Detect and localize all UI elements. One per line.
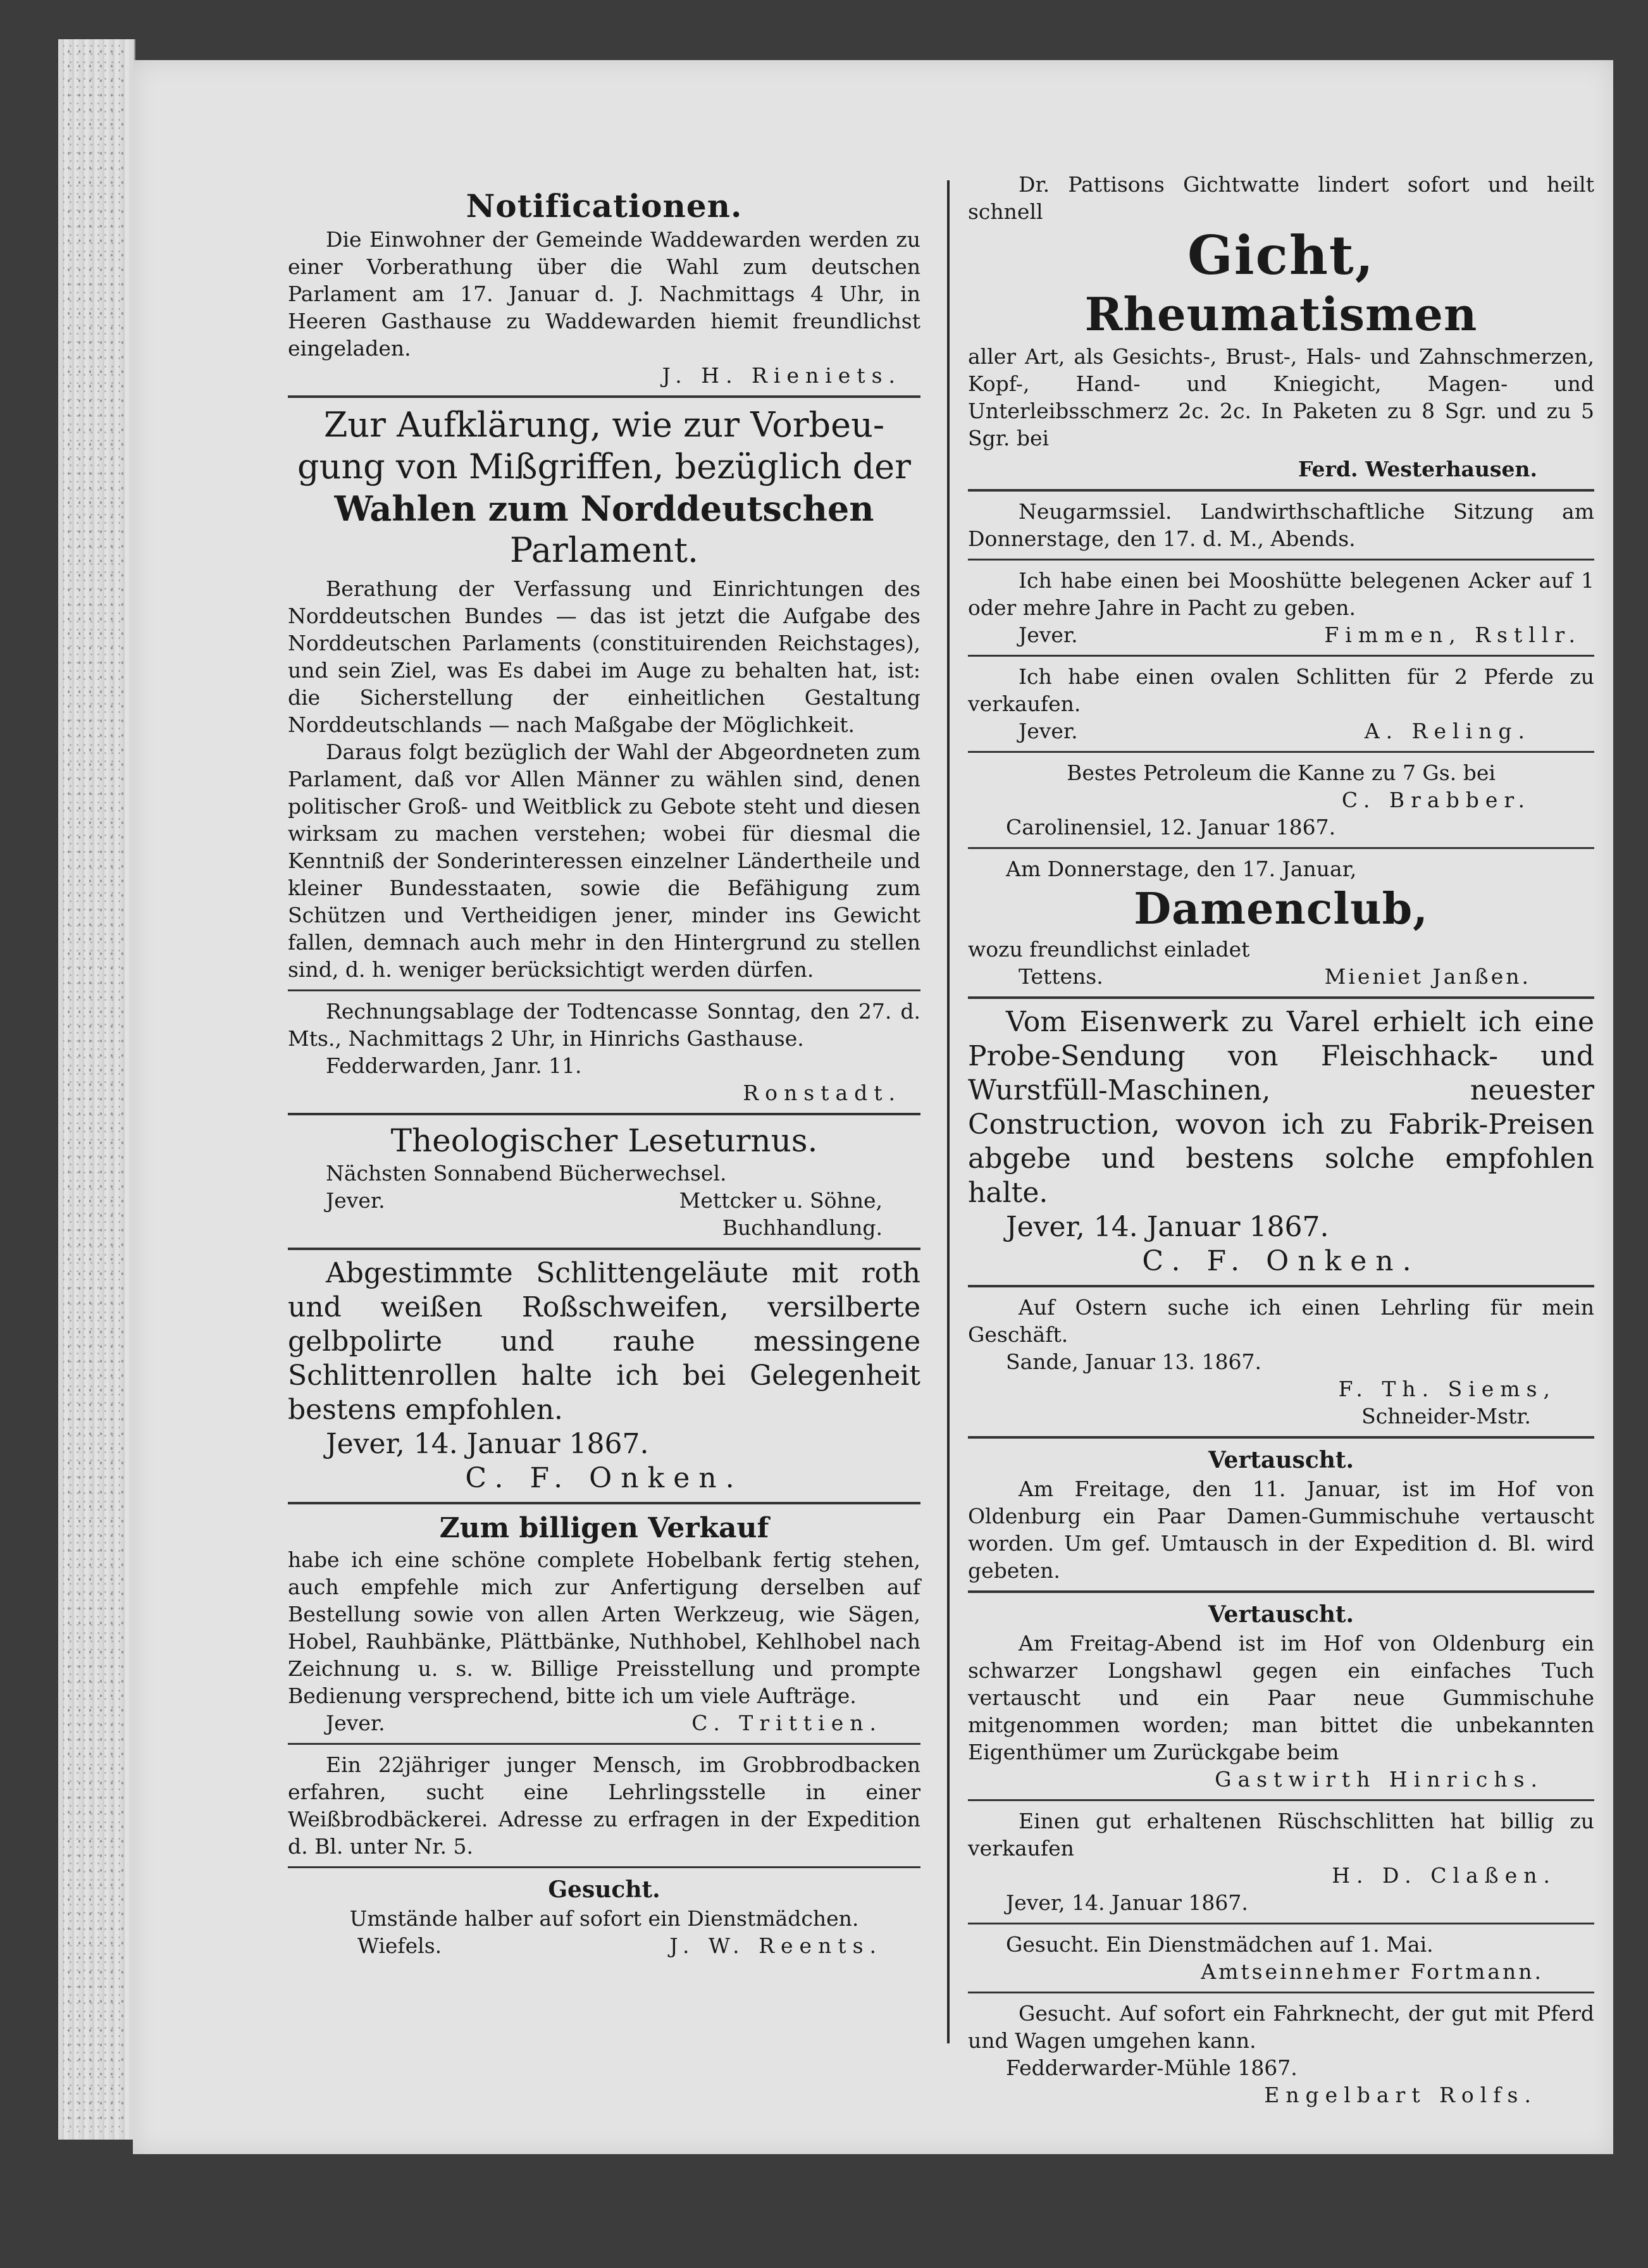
gesucht-title: Gesucht. <box>548 1876 660 1903</box>
gesucht-fahrknecht-body: Gesucht. Auf sofort ein Fahrknecht, der gut mit Pferd und Wagen umgehen kann. <box>968 2001 1594 2053</box>
divider <box>288 1502 920 1504</box>
damenclub-signature: Mieniet Janßen. <box>1324 964 1531 989</box>
vertauscht-ad-1 <box>968 1445 1594 1584</box>
vertauscht-body-1: Am Freitage, den 11. Januar, ist im Hof von Oldenburg ein Paar Damen-Gummischuhe vertauscht worden. Um gef. Umtausch in der Expedition d. Bl. wird gebeten. <box>968 1477 1594 1583</box>
lehrling-body: Auf Ostern suche ich einen Lehrling für mein Geschäft. <box>968 1295 1594 1347</box>
lehrling-signature: F. Th. Siems, <box>1338 1377 1556 1401</box>
rechnungsablage-signature: Ronstadt. <box>743 1081 901 1105</box>
aufklaerung-title-line4: Parlament. <box>509 530 699 570</box>
divider <box>968 1436 1594 1439</box>
rueschschlitten-place: Jever, 14. Januar 1867. <box>1006 1890 1248 1915</box>
gesucht-dienstmaedchen-body: Gesucht. Ein Dienstmädchen auf 1. Mai. <box>1006 1932 1434 1957</box>
aufklaerung-title-line1: Zur Aufklärung, wie zur Vorbeu- <box>323 405 885 445</box>
leseturnus-ad <box>288 1122 920 1241</box>
eisenwerk-body: Vom Eisenwerk zu Varel erhielt ich eine Probe-Sendung von Fleischhack- und Wurstfüll-Maschinen, neuester Construction, wovon ich zu Fabrik-Preisen abgebe und bestens solche empfohlen halte. <box>968 1006 1594 1209</box>
divider <box>968 996 1594 999</box>
gesucht-fahrknecht-ad <box>968 2000 1594 2109</box>
vertauscht-signature-2: Gastwirth Hinrichs. <box>1215 1767 1544 1792</box>
aufklaerung-title-line2: gung von Mißgriffen, bezüglich der <box>297 447 911 486</box>
aufklaerung-article <box>288 404 920 983</box>
rueschschlitten-body: Einen gut erhaltenen Rüschschlitten hat billig zu verkaufen <box>968 1809 1594 1861</box>
petroleum-place: Carolinensiel, 12. Januar 1867. <box>1006 815 1336 840</box>
lehrling-place: Sande, Januar 13. 1867. <box>1006 1349 1261 1374</box>
neugarmssiel-body: Neugarmssiel. Landwirthschaftliche Sitzung am Donnerstage, den 17. d. M., Abends. <box>968 499 1594 551</box>
vertauscht-title-2: Vertauscht. <box>1208 1601 1354 1628</box>
notificationen-ad <box>288 187 920 389</box>
gesucht-sig-row <box>288 1932 920 1959</box>
lehrling-ad <box>968 1294 1594 1430</box>
eisenwerk-place: Jever, 14. Januar 1867. <box>1006 1211 1329 1243</box>
divider <box>968 489 1594 492</box>
left-column <box>288 120 920 1959</box>
neugarmssiel-ad <box>968 498 1594 552</box>
rheumatismen-title: Rheumatismen <box>1084 287 1478 341</box>
damenclub-ad <box>968 855 1594 990</box>
verkauf-sig-row <box>288 1709 920 1737</box>
verkauf-body: habe ich eine schöne complete Hobelbank fertig stehen, auch empfehle mich zur Anfertigung derselben auf Bestellung sowie von allen Arten Werkzeug, wie Sägen, Hobel, Rauhbänke, Plättbänke, Nuthhobel, Kehlhobel nach Zeichnung u. s. w. Billige Preisstellung und prompte Bedienung versprechend, bitte ich um viele Aufträge. <box>288 1547 920 1708</box>
leseturnus-sig-row <box>288 1187 920 1214</box>
gichtwatte-intro: Dr. Pattisons Gichtwatte lindert sofort und heilt schnell <box>968 172 1594 224</box>
acker-body: Ich habe einen bei Mooshütte belegenen Acker auf 1 oder mehre Jahre in Pacht zu geben. <box>968 568 1594 620</box>
divider <box>288 1248 920 1250</box>
verkauf-place: Jever. <box>326 1711 385 1735</box>
notificationen-signature: J. H. Rieniets. <box>662 363 901 388</box>
damenclub-line: wozu freundlichst einladet <box>968 937 1250 962</box>
damenclub-place: Tettens. <box>1019 964 1103 989</box>
damenclub-title: Damenclub, <box>1134 884 1428 934</box>
leseturnus-signature: Mettcker u. Söhne, <box>679 1188 883 1213</box>
column-divider <box>947 180 950 2043</box>
gesucht-ad <box>288 1875 920 1959</box>
divider <box>288 1113 920 1115</box>
gichtwatte-body: aller Art, als Gesichts-, Brust-, Hals- und Zahnschmerzen, Kopf-, Hand- und Kniegicht, Magen- und Unterleibsschmerz 2c. 2c. In Paketen zu 8 Sgr. und zu 5 Sgr. bei <box>968 344 1594 450</box>
notificationen-body: Die Einwohner der Gemeinde Waddewarden werden zu einer Vorberathung über die Wahl zum deutschen Parlament am 17. Januar d. J. Nachmittags 4 Uhr, in Heeren Gasthause zu Waddewarden hiemit freundlichst eingeladen. <box>288 227 920 361</box>
gichtwatte-ad <box>968 171 1594 483</box>
divider <box>968 1285 1594 1287</box>
lehrlingsstelle-ad <box>288 1751 920 1860</box>
divider <box>968 1923 1594 1924</box>
divider <box>288 1743 920 1745</box>
verkauf-signature: C. Trittien. <box>691 1711 883 1735</box>
gesucht-signature: J. W. Reents. <box>669 1933 883 1958</box>
gesucht-fahrknecht-place: Fedderwarder-Mühle 1867. <box>1006 2055 1298 2080</box>
rueschschlitten-ad <box>968 1807 1594 1916</box>
petroleum-signature: C. Brabber. <box>1341 788 1531 812</box>
divider <box>968 559 1594 561</box>
notificationen-title: Notificationen. <box>466 187 743 225</box>
damenclub-intro: Am Donnerstage, den 17. Januar, <box>1006 857 1357 881</box>
verkauf-title: Zum billigen Verkauf <box>439 1512 769 1544</box>
right-column <box>968 120 1594 2109</box>
gesucht-body: Umstände halber auf sofort ein Dienstmädchen. <box>349 1906 859 1931</box>
leseturnus-line: Nächsten Sonnabend Bücherwechsel. <box>326 1161 727 1186</box>
divider <box>288 989 920 991</box>
petroleum-ad <box>968 759 1594 841</box>
divider <box>968 847 1594 849</box>
eisenwerk-signature: C. F. Onken. <box>1142 1245 1420 1277</box>
ovaler-schlitten-signature: A. Reling. <box>1364 719 1531 743</box>
book-edge-speckle <box>63 44 123 2132</box>
divider <box>288 1866 920 1868</box>
eisenwerk-ad <box>968 1005 1594 1279</box>
gesucht-fahrknecht-signature: Engelbart Rolfs. <box>1264 2083 1537 2107</box>
petroleum-body: Bestes Petroleum die Kanne zu 7 Gs. bei <box>1067 760 1496 785</box>
gesucht-place: Wiefels. <box>357 1933 442 1958</box>
divider <box>968 1799 1594 1801</box>
ovaler-schlitten-body: Ich habe einen ovalen Schlitten für 2 Pferde zu verkaufen. <box>968 664 1594 716</box>
verkauf-ad <box>288 1511 920 1737</box>
vertauscht-title-1: Vertauscht. <box>1208 1447 1354 1473</box>
lehrlingsstelle-body: Ein 22jähriger junger Mensch, im Grobbrodbacken erfahren, sucht eine Lehrlingsstelle in einer Weißbrodbäckerei. Adresse zu erfragen in der Expedition d. Bl. unter Nr. 5. <box>288 1752 920 1859</box>
damenclub-sig-row <box>968 963 1594 990</box>
gicht-title: Gicht, <box>1187 224 1375 287</box>
rechnungsablage-place: Fedderwarden, Janr. 11. <box>326 1053 582 1078</box>
aufklaerung-title <box>288 404 920 571</box>
aufklaerung-para2: Daraus folgt bezüglich der Wahl der Abgeordneten zum Parlament, daß vor Allen Männer zu wählen sind, denen politischer Groß- und Weitblick zu Gebote steht und diesen wirksam zu machen verstehen; wobei für diesmal die Kenntniß der Sonderinteressen einzelner Ländertheile und kleiner Bundesstaaten, sowie die Befähigung zum Schützen und Vertheidigen jener, minder ins Gewicht fallen, demnach auch mehr in den Hintergrund zu stellen sind, d. h. weniger berücksichtigt werden dürfen. <box>288 740 920 982</box>
divider <box>968 1992 1594 1993</box>
divider <box>968 1590 1594 1593</box>
gesucht-dienstmaedchen-signature: Amtseinnehmer Fortmann. <box>1201 1959 1544 1984</box>
schlittengelaeute-place: Jever, 14. Januar 1867. <box>326 1428 649 1460</box>
aufklaerung-para1: Berathung der Verfassung und Einrichtungen des Norddeutschen Bundes — das ist jetzt die Aufgabe des Norddeutschen Parlaments (constituirenden Reichstages), und sein Ziel, was Es dabei im Auge zu behalten hat, ist: die Sicherstellung der einheitlichen Gestaltung Norddeutschlands — nach Maßgabe der Möglichkeit. <box>288 576 920 737</box>
ovaler-schlitten-place: Jever. <box>1019 719 1078 743</box>
ovaler-schlitten-sig-row <box>968 717 1594 745</box>
aufklaerung-title-line3: Wahlen zum Norddeutschen <box>334 488 874 529</box>
leseturnus-place: Jever. <box>326 1188 385 1213</box>
divider <box>968 751 1594 753</box>
lehrling-signature2: Schneider-Mstr. <box>1361 1404 1531 1428</box>
schlittengelaeute-signature: C. F. Onken. <box>465 1462 743 1494</box>
vertauscht-body-2: Am Freitag-Abend ist im Hof von Oldenburg ein schwarzer Longshawl gegen ein einfaches Tuch vertauscht und ein Paar neue Gummischuhe mitgenommen worden; man bittet die unbekannten Eigenthümer um Zurückgabe beim <box>968 1631 1594 1764</box>
ovaler-schlitten-ad <box>968 663 1594 745</box>
divider <box>288 395 920 398</box>
rechnungsablage-ad <box>288 998 920 1106</box>
acker-place: Jever. <box>1019 623 1078 647</box>
gesucht-dienstmaedchen-ad <box>968 1931 1594 1985</box>
schlittengelaeute-body: Abgestimmte Schlittengeläute mit roth und weißen Roßschweifen, versilberte gelbpolirte und rauhe messingene Schlittenrollen halte ich bei Gelegenheit bestens empfohlen. <box>288 1257 920 1426</box>
gichtwatte-signature: Ferd. Westerhausen. <box>1298 457 1537 481</box>
divider <box>968 655 1594 657</box>
acker-sig-row <box>968 621 1594 648</box>
rechnungsablage-body: Rechnungsablage der Todtencasse Sonntag, den 27. d. Mts., Nachmittags 2 Uhr, in Hinrichs Gasthause. <box>288 999 920 1051</box>
acker-ad <box>968 567 1594 648</box>
rueschschlitten-signature: H. D. Claßen. <box>1332 1863 1556 1888</box>
vertauscht-ad-2 <box>968 1599 1594 1793</box>
acker-signature: Fimmen, Rstllr. <box>1324 623 1582 647</box>
leseturnus-signature2: Buchhandlung. <box>722 1215 883 1240</box>
schlittengelaeute-ad <box>288 1256 920 1496</box>
leseturnus-title: Theologischer Leseturnus. <box>390 1122 818 1159</box>
